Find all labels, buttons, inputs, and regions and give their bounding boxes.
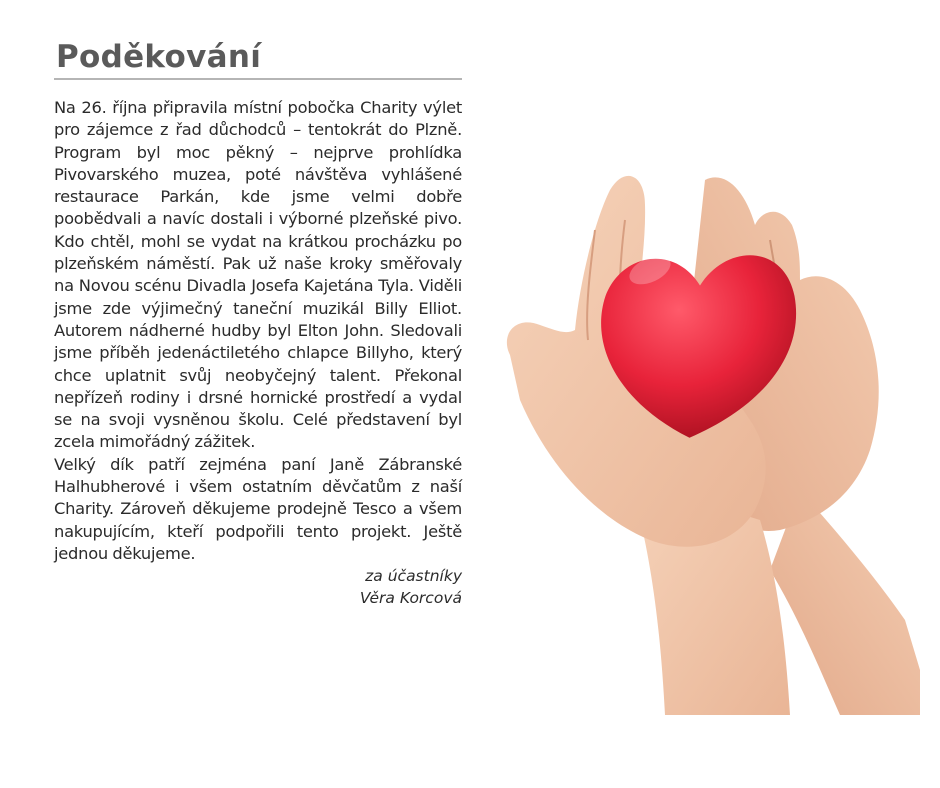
- signature-name: Věra Korcová: [359, 589, 462, 608]
- heart-in-hands-illustration: [500, 150, 920, 715]
- signature-role: za účastníky: [365, 567, 462, 586]
- signature: [54, 565, 462, 609]
- article-title: Poděkování: [56, 39, 262, 75]
- article: [54, 40, 462, 609]
- title-divider: [54, 78, 462, 80]
- article-body: [54, 97, 462, 565]
- paragraph-trip: Na 26. října připravila místní pobočka Charity výlet pro zájemce z řad důchodců – tentokrát do Plzně. Program byl moc pěkný – nejprve prohlídka Pivovarského muzea, poté návštěva vyhlášené restaurace Parkán, kde jsme velmi dobře poobědvali a navíc dostali i výborné plzeňské pivo. Kdo chtěl, mohl se vydat na krátkou procházku po plzeňském náměstí. Pak už naše kroky směřovaly na Novou scénu Divadla Josefa Kajetána Tyla. Viděli jsme zde výjimečný taneční muzikál Billy Elliot. Autorem nádherné hudby byl Elton John. Sledovali jsme příběh jedenáctiletého chlapce Billyho, který chce uplatnit svůj neobyčejný talent. Překonal nepřízeň rodiny i drsné hornické prostředí a vydal se na svoji vysněnou školu. Celé představení byl zcela mimořádný zážitek.: [54, 98, 462, 452]
- heart-in-hands-image: [500, 150, 920, 715]
- paragraph-thanks: Velký dík patří zejména paní Janě Zábranské Halhubherové i všem ostatním děvčatům z naší Charity. Zároveň děkujeme prodejně Tesco a všem nakupujícím, kteří podpořili tento projekt. Ještě jednou děkujeme.: [54, 454, 462, 563]
